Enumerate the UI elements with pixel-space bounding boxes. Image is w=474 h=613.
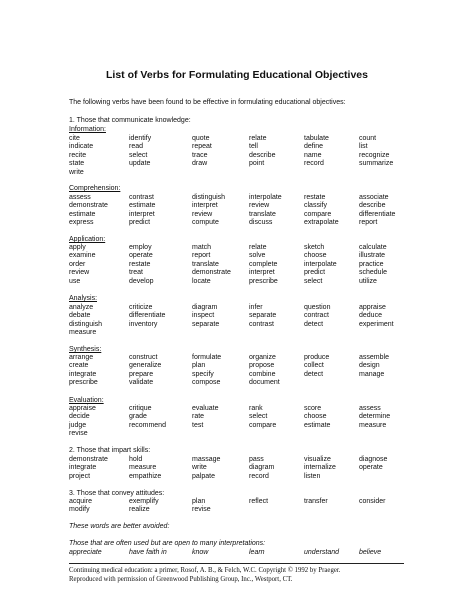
- verb-cell: evaluate: [192, 405, 219, 412]
- verb-cell: demonstrate: [192, 269, 231, 277]
- verb-cell: review: [249, 202, 270, 210]
- category-application: Application:: [69, 236, 106, 243]
- better-avoided-note: These words are better avoided:: [69, 523, 170, 530]
- verb-cell: grade: [129, 413, 147, 421]
- verb-cell: recognize: [359, 151, 390, 159]
- verb-cell: understand: [304, 549, 340, 556]
- verb-cell: contrast: [129, 194, 154, 201]
- section-knowledge-heading: 1. Those that communicate knowledge:: [69, 117, 191, 124]
- verb-cell: palpate: [192, 472, 215, 480]
- verb-cell: debate: [69, 312, 91, 320]
- verb-cell: recommend: [129, 421, 166, 429]
- verb-cell: apply: [69, 244, 86, 251]
- verb-cell: manage: [359, 370, 385, 378]
- verb-cell: recite: [69, 151, 87, 159]
- verb-cell: measure: [129, 464, 157, 472]
- verb-cell: match: [192, 244, 212, 251]
- verb-cell: interpolate: [249, 194, 282, 201]
- verb-cell: differentiate: [359, 210, 396, 218]
- verb-cell: compute: [192, 219, 219, 227]
- verb-cell: create: [69, 362, 89, 370]
- verb-cell: detect: [304, 370, 324, 378]
- verb-cell: judge: [69, 421, 87, 429]
- verb-cell: decide: [69, 413, 90, 421]
- verb-cell: internalize: [304, 464, 336, 472]
- verb-cell: translate: [192, 260, 219, 268]
- verb-cell: examine: [69, 252, 96, 260]
- verb-cell: realize: [129, 506, 150, 514]
- verb-cell: identify: [129, 135, 152, 142]
- verb-cell: hold: [129, 456, 143, 463]
- verb-cell: inventory: [129, 320, 158, 328]
- verb-cell: interpret: [192, 202, 218, 210]
- verb-cell: know: [192, 549, 209, 556]
- verb-cell: utilize: [359, 277, 377, 285]
- verb-cell: relate: [249, 135, 267, 142]
- verb-cell: detect: [304, 320, 324, 328]
- verb-cell: measure: [69, 329, 97, 337]
- verb-cell: diagram: [249, 464, 275, 472]
- verb-cell: repeat: [192, 143, 212, 151]
- verb-cell: describe: [249, 151, 276, 159]
- verb-cell: express: [69, 219, 94, 227]
- category-analysis: Analysis:: [69, 295, 98, 302]
- verb-cell: pass: [249, 456, 264, 463]
- verb-cell: restate: [129, 260, 151, 268]
- verb-cell: appraise: [69, 405, 96, 412]
- verb-cell: estimate: [304, 421, 331, 429]
- verb-cell: select: [129, 151, 148, 159]
- verb-cell: count: [359, 135, 377, 142]
- verb-cell: empathize: [129, 472, 162, 480]
- verb-cell: tell: [249, 143, 258, 151]
- verb-cell: report: [192, 252, 211, 260]
- verb-cell: operate: [129, 252, 153, 260]
- verb-cell: separate: [249, 312, 277, 320]
- verb-cell: revise: [192, 506, 211, 514]
- verb-cell: exemplify: [129, 498, 159, 505]
- verb-cell: extrapolate: [304, 219, 339, 227]
- verb-cell: distinguish: [192, 194, 226, 201]
- verb-cell: experiment: [359, 320, 394, 328]
- verb-cell: describe: [359, 202, 386, 210]
- verb-cell: modify: [69, 506, 90, 514]
- verb-cell: diagram: [192, 304, 218, 311]
- verb-cell: quote: [192, 135, 210, 142]
- verb-cell: design: [359, 362, 380, 370]
- verb-cell: classify: [304, 202, 327, 210]
- verb-cell: specify: [192, 370, 214, 378]
- verb-cell: consider: [359, 498, 386, 505]
- verb-cell: interpret: [249, 269, 275, 277]
- verb-cell: question: [304, 304, 331, 311]
- verb-cell: relate: [249, 244, 267, 251]
- verb-cell: learn: [249, 549, 265, 556]
- verb-cell: tabulate: [304, 135, 329, 142]
- verb-cell: separate: [192, 320, 220, 328]
- verb-cell: document: [249, 379, 280, 387]
- verb-cell: write: [192, 464, 207, 472]
- verb-cell: acquire: [69, 498, 92, 505]
- verb-cell: select: [304, 277, 323, 285]
- verb-cell: predict: [129, 219, 151, 227]
- verb-cell: employ: [129, 244, 152, 251]
- verb-cell: estimate: [69, 210, 96, 218]
- verb-cell: calculate: [359, 244, 387, 251]
- verb-cell: collect: [304, 362, 324, 370]
- verb-cell: diagnose: [359, 456, 388, 463]
- verb-cell: treat: [129, 269, 144, 277]
- verb-cell: contrast: [249, 320, 274, 328]
- verb-cell: listen: [304, 472, 321, 480]
- verb-cell: state: [69, 160, 85, 168]
- verb-cell: illustrate: [359, 252, 386, 260]
- verb-cell: interpolate: [304, 260, 337, 268]
- verb-cell: contract: [304, 312, 329, 320]
- verb-cell: complete: [249, 260, 278, 268]
- verb-cell: score: [304, 405, 322, 412]
- verb-cell: report: [359, 219, 378, 227]
- verb-cell: analyze: [69, 304, 94, 311]
- verb-cell: formulate: [192, 354, 222, 361]
- verb-cell: combine: [249, 370, 276, 378]
- verb-cell: organize: [249, 354, 276, 361]
- verb-cell: use: [69, 277, 81, 285]
- verb-cell: integrate: [69, 370, 97, 378]
- verb-cell: assess: [69, 194, 91, 201]
- verb-cell: predict: [304, 269, 326, 277]
- verb-cell: schedule: [359, 269, 388, 277]
- verb-cell: distinguish: [69, 320, 103, 328]
- category-synthesis: Synthesis:: [69, 346, 102, 353]
- verb-cell: transfer: [304, 498, 328, 505]
- verb-cell: inspect: [192, 312, 215, 320]
- verb-cell: review: [192, 210, 213, 218]
- footer-divider: [69, 563, 404, 564]
- verb-cell: reflect: [249, 498, 269, 505]
- verb-cell: massage: [192, 456, 221, 463]
- verb-cell: plan: [192, 362, 206, 370]
- verb-cell: record: [249, 472, 269, 480]
- verb-cell: choose: [304, 413, 327, 421]
- verb-cell: construct: [129, 354, 158, 361]
- verb-cell: list: [359, 143, 368, 151]
- verb-cell: estimate: [129, 202, 156, 210]
- verb-cell: trace: [192, 151, 208, 159]
- verb-cell: select: [249, 413, 268, 421]
- verb-cell: produce: [304, 354, 330, 361]
- verb-cell: measure: [359, 421, 387, 429]
- verb-cell: demonstrate: [69, 456, 108, 463]
- verb-cell: translate: [249, 210, 276, 218]
- verb-cell: locate: [192, 277, 211, 285]
- verb-cell: summarize: [359, 160, 394, 168]
- verb-cell: appreciate: [69, 549, 102, 556]
- page-title: List of Verbs for Formulating Educational Objectives: [106, 69, 368, 81]
- section-attitudes-heading: 3. Those that convey attitudes:: [69, 490, 165, 497]
- verb-cell: operate: [359, 464, 383, 472]
- footer-citation-line2: Reproduced with permission of Greenwood Publishing Group, Inc., Westport, CT.: [69, 576, 293, 583]
- verb-cell: discuss: [249, 219, 273, 227]
- verb-cell: compare: [249, 421, 277, 429]
- verb-cell: read: [129, 143, 144, 151]
- verb-cell: propose: [249, 362, 275, 370]
- verb-cell: differentiate: [129, 312, 166, 320]
- verb-cell: criticize: [129, 304, 153, 311]
- verb-cell: indicate: [69, 143, 94, 151]
- verb-cell: prepare: [129, 370, 154, 378]
- verb-cell: determine: [359, 413, 391, 421]
- verb-cell: deduce: [359, 312, 382, 320]
- verb-cell: name: [304, 151, 322, 159]
- verb-cell: infer: [249, 304, 263, 311]
- verb-cell: plan: [192, 498, 206, 505]
- verb-cell: draw: [192, 160, 208, 168]
- often-used-note: Those that are often used but are open to many interpretations:: [69, 540, 266, 547]
- verb-cell: compose: [192, 379, 221, 387]
- verb-cell: update: [129, 160, 151, 168]
- verb-cell: sketch: [304, 244, 325, 251]
- verb-cell: revise: [69, 430, 88, 438]
- footer-citation-line1: Continuing medical education: a primer, Rosof, A. B., & Felch, W.C. Copyright © 1992 by Praeger.: [69, 567, 341, 574]
- verb-cell: cite: [69, 135, 80, 142]
- verb-cell: record: [304, 160, 324, 168]
- verb-cell: demonstrate: [69, 202, 108, 210]
- verb-cell: interpret: [129, 210, 155, 218]
- verb-cell: write: [69, 168, 84, 176]
- verb-cell: rate: [192, 413, 205, 421]
- verb-cell: review: [69, 269, 90, 277]
- verb-cell: have faith in: [129, 549, 167, 556]
- verb-cell: assess: [359, 405, 381, 412]
- verb-cell: restate: [304, 194, 326, 201]
- verb-cell: appraise: [359, 304, 386, 311]
- verb-cell: generalize: [129, 362, 162, 370]
- verb-cell: believe: [359, 549, 382, 556]
- verb-cell: visualize: [304, 456, 331, 463]
- verb-cell: compare: [304, 210, 332, 218]
- category-evaluation: Evaluation:: [69, 397, 104, 404]
- verb-cell: order: [69, 260, 86, 268]
- verb-cell: critique: [129, 405, 152, 412]
- verb-cell: prescribe: [249, 277, 278, 285]
- verb-cell: choose: [304, 252, 327, 260]
- verb-cell: assemble: [359, 354, 389, 361]
- verb-cell: associate: [359, 194, 389, 201]
- category-information: Information:: [69, 126, 106, 133]
- verb-cell: define: [304, 143, 324, 151]
- verb-cell: point: [249, 160, 265, 168]
- verb-cell: test: [192, 421, 204, 429]
- category-comprehension: Comprehension:: [69, 185, 121, 192]
- verb-cell: prescribe: [69, 379, 98, 387]
- section-skills-heading: 2. Those that impart skills:: [69, 447, 151, 454]
- verb-cell: rank: [249, 405, 263, 412]
- verb-cell: project: [69, 472, 91, 480]
- verb-cell: solve: [249, 252, 266, 260]
- verb-cell: develop: [129, 277, 154, 285]
- verb-cell: validate: [129, 379, 154, 387]
- verb-cell: practice: [359, 260, 384, 268]
- intro-text: The following verbs have been found to be effective in formulating educational objectives:: [69, 99, 346, 106]
- verb-cell: integrate: [69, 464, 97, 472]
- verb-cell: arrange: [69, 354, 94, 361]
